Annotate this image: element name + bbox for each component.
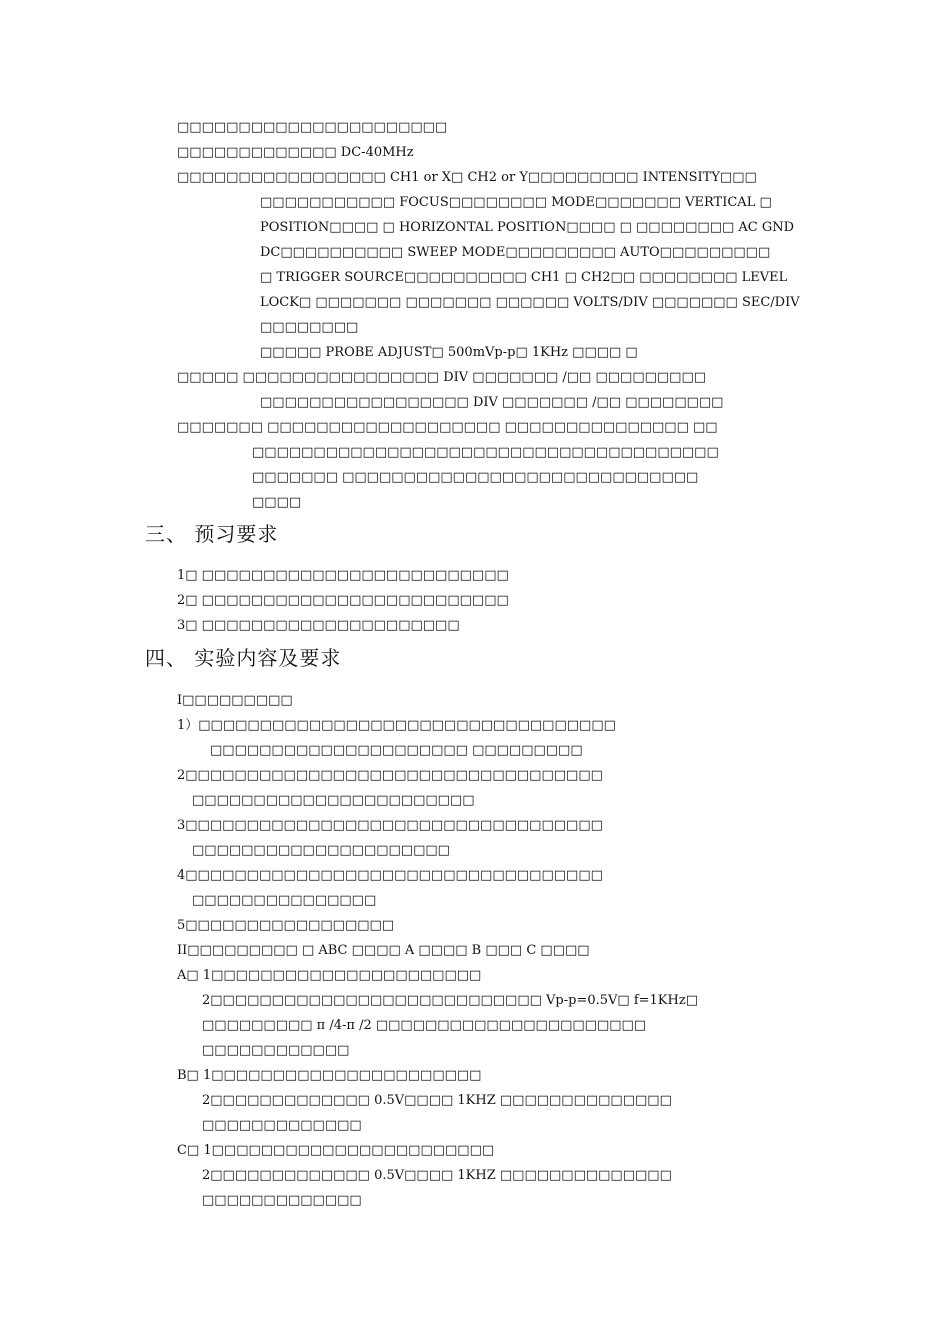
body-line: □□□□□□□□□ π /4-π /2 □□□□□□□□□□□□□□□□□□□□□□ bbox=[202, 1018, 647, 1033]
body-line: □□□□□□□□□□□□□□□□□ CH1 or X□ CH2 or Y□□□□□□□□□ INTENSITY□□□ bbox=[177, 170, 757, 185]
body-line: □□□□□□□□□□□□□□□ bbox=[192, 893, 377, 908]
body-line: □□□□□ PROBE ADJUST□ 500mVp-p□ 1KHz □□□□ □ bbox=[260, 345, 638, 360]
body-line: □□□□ bbox=[252, 495, 302, 510]
body-line: □□□□□□□□□□□□□□□□□□□□□ □□□□□□□□□ bbox=[210, 743, 583, 758]
body-line: □□□□□□□□□□□□□□□□□□□□□□ bbox=[177, 120, 448, 135]
list-item: 3□ □□□□□□□□□□□□□□□□□□□□□ bbox=[177, 618, 460, 633]
list-item: 2□ □□□□□□□□□□□□□□□□□□□□□□□□□ bbox=[177, 593, 509, 608]
body-line: 3□□□□□□□□□□□□□□□□□□□□□□□□□□□□□□□□□□ bbox=[177, 818, 603, 833]
body-line: B□ 1□□□□□□□□□□□□□□□□□□□□□□ bbox=[177, 1068, 482, 1083]
section-heading-4: 四、 实验内容及要求 bbox=[145, 646, 342, 670]
body-line: □□□□□□□□□□□□□ bbox=[202, 1193, 362, 1208]
body-line: □□□□□□□□□□□ FOCUS□□□□□□□□ MODE□□□□□□□ VERTICAL □ bbox=[260, 195, 772, 210]
body-line: 2□□□□□□□□□□□□□□□□□□□□□□□□□□□□□□□□□□ bbox=[177, 768, 603, 783]
section-heading-3: 三、 预习要求 bbox=[145, 522, 279, 546]
body-line: □□□□□□□□□□□□ bbox=[202, 1043, 350, 1058]
list-item: 1□ □□□□□□□□□□□□□□□□□□□□□□□□□ bbox=[177, 568, 509, 583]
body-line: A□ 1□□□□□□□□□□□□□□□□□□□□□□ bbox=[177, 968, 482, 983]
body-line: □□□□□□□□□□□□□□□□□□□□□□□□□□□□□□□□□□□□□□ bbox=[252, 445, 719, 460]
body-line: 2□□□□□□□□□□□□□ 0.5V□□□□ 1KHZ □□□□□□□□□□□□□□ bbox=[202, 1093, 672, 1108]
body-line: C□ 1□□□□□□□□□□□□□□□□□□□□□□□ bbox=[177, 1143, 495, 1158]
body-line: □□□□□□□□□□□□□ DC-40MHz bbox=[177, 145, 414, 160]
body-line: II□□□□□□□□□ □ ABC □□□□ A □□□□ B □□□ C □□□□ bbox=[177, 943, 590, 958]
body-line: 5□□□□□□□□□□□□□□□□□ bbox=[177, 918, 395, 933]
body-line: □□□□□□□□□□□□□□□□□□□□□□□ bbox=[192, 793, 475, 808]
body-line: LOCK□ □□□□□□□ □□□□□□□ □□□□□□ VOLTS/DIV □□□□□□□ SEC/DIV bbox=[260, 295, 800, 310]
body-line: □□□□□ □□□□□□□□□□□□□□□□ DIV □□□□□□□ /□□ □□□□□□□□□ bbox=[177, 370, 707, 385]
body-line: □□□□□□□□□□□□□□□□□□□□□ bbox=[192, 843, 450, 858]
body-line: DC□□□□□□□□□□ SWEEP MODE□□□□□□□□□ AUTO□□□□□□□□□ bbox=[260, 245, 771, 260]
body-line: 1）□□□□□□□□□□□□□□□□□□□□□□□□□□□□□□□□□□ bbox=[177, 718, 616, 733]
body-line: I□□□□□□□□□ bbox=[177, 693, 293, 708]
body-line: □□□□□□□ □□□□□□□□□□□□□□□□□□□ □□□□□□□□□□□□□□□ □□ bbox=[177, 420, 718, 435]
body-line: 2□□□□□□□□□□□□□ 0.5V□□□□ 1KHZ □□□□□□□□□□□□□□ bbox=[202, 1168, 672, 1183]
body-line: 2□□□□□□□□□□□□□□□□□□□□□□□□□□□ Vp-p=0.5V□ f=1KHz□ bbox=[202, 993, 698, 1008]
body-line: □□□□□□□□□□□□□ bbox=[202, 1118, 362, 1133]
body-line: 4□□□□□□□□□□□□□□□□□□□□□□□□□□□□□□□□□□ bbox=[177, 868, 603, 883]
body-line: □□□□□□□□□□□□□□□□□ DIV □□□□□□□ /□□ □□□□□□□□ bbox=[260, 395, 724, 410]
body-line: □ TRIGGER SOURCE□□□□□□□□□□ CH1 □ CH2□□ □□□□□□□□ LEVEL bbox=[260, 270, 788, 285]
body-line: □□□□□□□□ bbox=[260, 320, 359, 335]
body-line: □□□□□□□ □□□□□□□□□□□□□□□□□□□□□□□□□□□□□ bbox=[252, 470, 699, 485]
body-line: POSITION□□□□ □ HORIZONTAL POSITION□□□□ □ □□□□□□□□ AC GND bbox=[260, 220, 795, 235]
